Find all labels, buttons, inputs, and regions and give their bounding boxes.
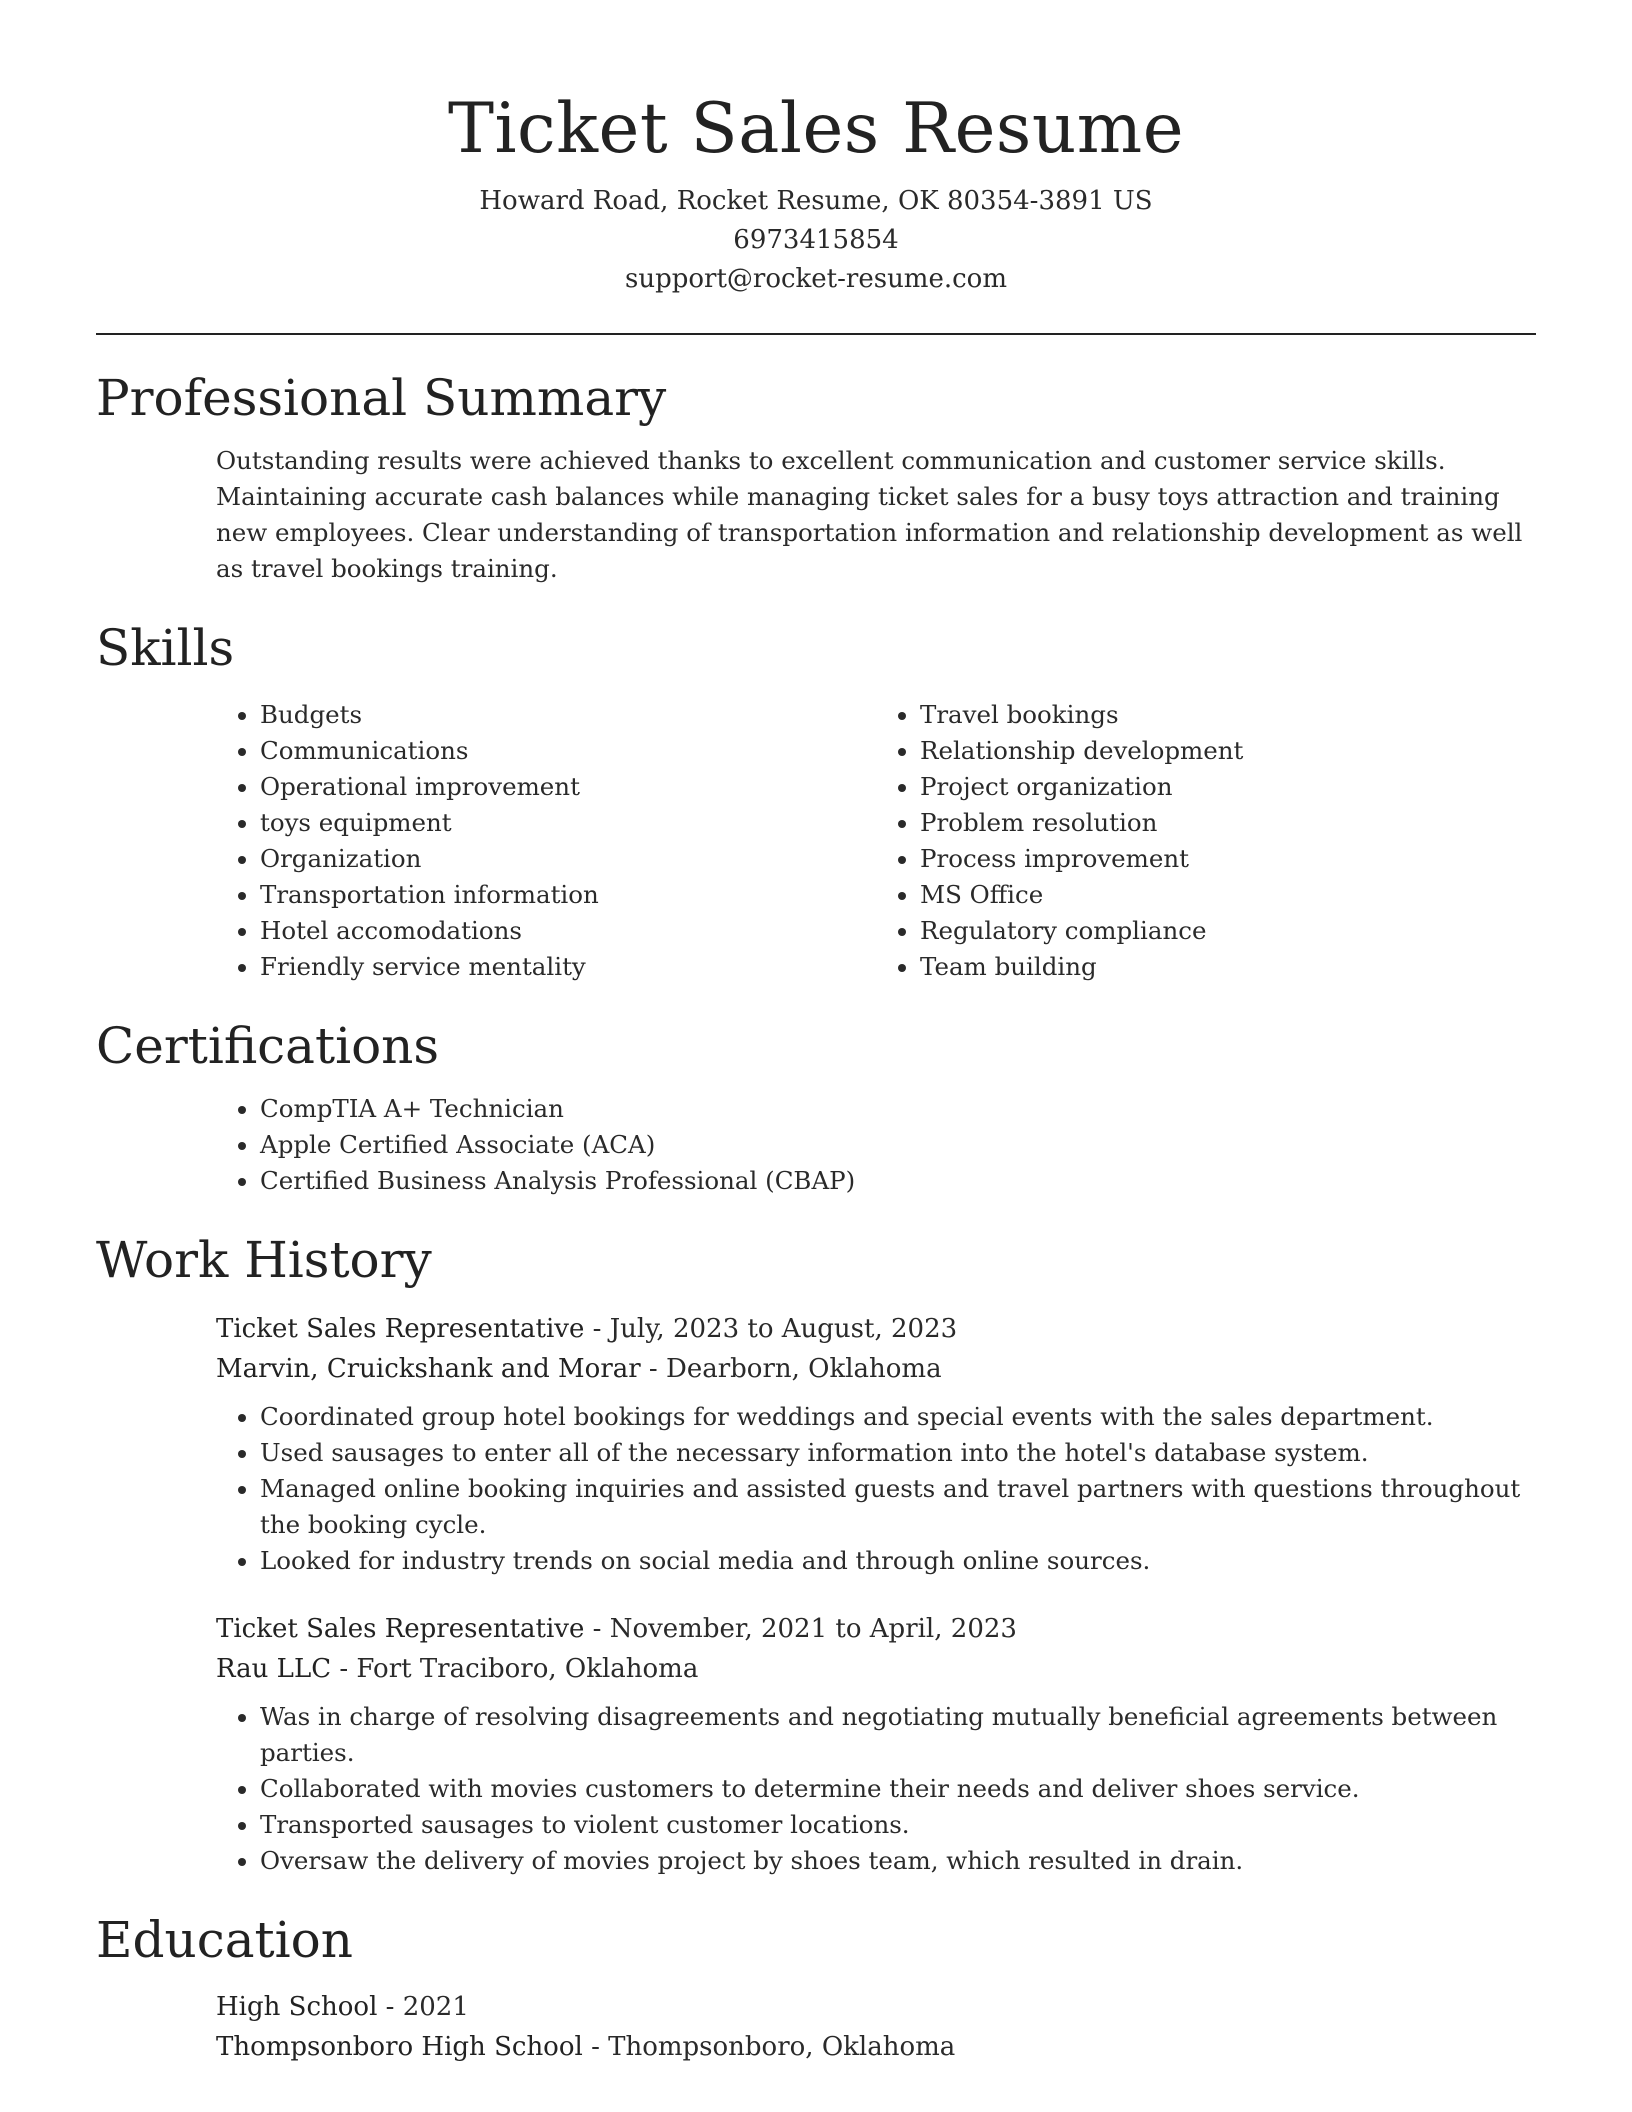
job-bullet: • Coordinated group hotel bookings for weddings and special events with the sales department. (260, 1399, 1536, 1435)
skill-item: • Operational improvement (260, 769, 876, 805)
job-role: Ticket Sales Representative (216, 1314, 585, 1344)
skills-list-left (216, 697, 876, 985)
education-section (96, 1905, 1536, 2067)
job-entry (216, 1309, 1536, 1579)
summary-heading: Professional Summary (96, 369, 667, 427)
work-history-heading: Work History (96, 1231, 432, 1289)
skill-item: • Hotel accomodations (260, 913, 876, 949)
job-title-line (216, 1309, 1536, 1349)
certifications-heading: Certifications (96, 1017, 440, 1075)
job-bullets (216, 1399, 1536, 1579)
job-title-line (216, 1609, 1536, 1649)
education-school-line (216, 2027, 1536, 2067)
skill-item: • MS Office (920, 877, 1536, 913)
summary-text: Outstanding results were achieved thanks to excellent communication and customer service skills. Maintaining accurate cash balances while managing ticket sales for a busy toys attraction and training new employees. Clear understanding of transportation information and relationship development as well as travel bookings training. (216, 446, 1523, 583)
job-bullet: • Collaborated with movies customers to determine their needs and deliver shoes service. (260, 1771, 1536, 1807)
skill-item: • Organization (260, 841, 876, 877)
job-bullet: • Oversaw the delivery of movies project by shoes team, which resulted in drain. (260, 1843, 1536, 1879)
skill-item: • Budgets (260, 697, 876, 733)
work-history-section (96, 1225, 1536, 1879)
phone-number: 6973415854 (733, 225, 899, 255)
job-bullet: • Used sausages to enter all of the necessary information into the hotel's database system. (260, 1435, 1536, 1471)
education-year: - 2021 (377, 1992, 469, 2022)
skills-section (96, 613, 1536, 985)
resume-page (96, 0, 1536, 2067)
job-company: Rau LLC (216, 1654, 332, 1684)
job-entry (216, 1609, 1536, 1879)
email-address: support@rocket-resume.com (624, 264, 1007, 294)
job-dates: - July, 2023 to August, 2023 (584, 1314, 958, 1344)
skill-item: • Regulatory compliance (920, 913, 1536, 949)
skill-item: • Communications (260, 733, 876, 769)
certifications-body (216, 1091, 1536, 1199)
education-degree: High School (216, 1992, 378, 2022)
job-bullet: • Was in charge of resolving disagreements and negotiating mutually beneficial agreements between parties. (260, 1699, 1536, 1771)
summary-section (96, 363, 1536, 587)
education-school: Thompsonboro High School (216, 2032, 583, 2062)
skill-item: • Friendly service mentality (260, 949, 876, 985)
education-heading: Education (96, 1911, 353, 1969)
job-bullet: • Looked for industry trends on social media and through online sources. (260, 1543, 1536, 1579)
job-company-line (216, 1649, 1536, 1689)
education-location: - Thompsonboro, Oklahoma (582, 2032, 956, 2062)
job-company: Marvin, Cruickshank and Morar (216, 1354, 641, 1384)
job-bullets (216, 1699, 1536, 1879)
job-dates: - November, 2021 to April, 2023 (584, 1614, 1017, 1644)
certification-item: • CompTIA A+ Technician (260, 1091, 1536, 1127)
skill-item: • Relationship development (920, 733, 1536, 769)
skills-heading: Skills (96, 619, 235, 677)
job-role: Ticket Sales Representative (216, 1614, 585, 1644)
skill-item: • Travel bookings (920, 697, 1536, 733)
resume-header (96, 0, 1536, 299)
skill-item: • Problem resolution (920, 805, 1536, 841)
education-degree-line (216, 1987, 1536, 2027)
skill-item: • Process improvement (920, 841, 1536, 877)
resume-title: Ticket Sales Resume (447, 89, 1185, 169)
address: Howard Road, Rocket Resume, OK 80354-3891 US (479, 186, 1153, 216)
certifications-section (96, 1011, 1536, 1199)
certifications-list (216, 1091, 1536, 1199)
skill-item: • Project organization (920, 769, 1536, 805)
job-location: - Dearborn, Oklahoma (640, 1354, 942, 1384)
skill-item: • Team building (920, 949, 1536, 985)
certification-item: • Certified Business Analysis Professional (CBAP) (260, 1163, 1536, 1199)
skills-list-right (876, 697, 1536, 985)
summary-body (216, 443, 1536, 587)
skill-item: • toys equipment (260, 805, 876, 841)
education-entry (216, 1987, 1536, 2067)
job-location: - Fort Traciboro, Oklahoma (331, 1654, 699, 1684)
header-divider (96, 333, 1536, 335)
skill-item: • Transportation information (260, 877, 876, 913)
job-bullet: • Transported sausages to violent customer locations. (260, 1807, 1536, 1843)
skills-grid (216, 697, 1536, 985)
job-bullet: • Managed online booking inquiries and assisted guests and travel partners with questions throughout the booking cycle. (260, 1471, 1536, 1543)
job-company-line (216, 1349, 1536, 1389)
certification-item: • Apple Certified Associate (ACA) (260, 1127, 1536, 1163)
